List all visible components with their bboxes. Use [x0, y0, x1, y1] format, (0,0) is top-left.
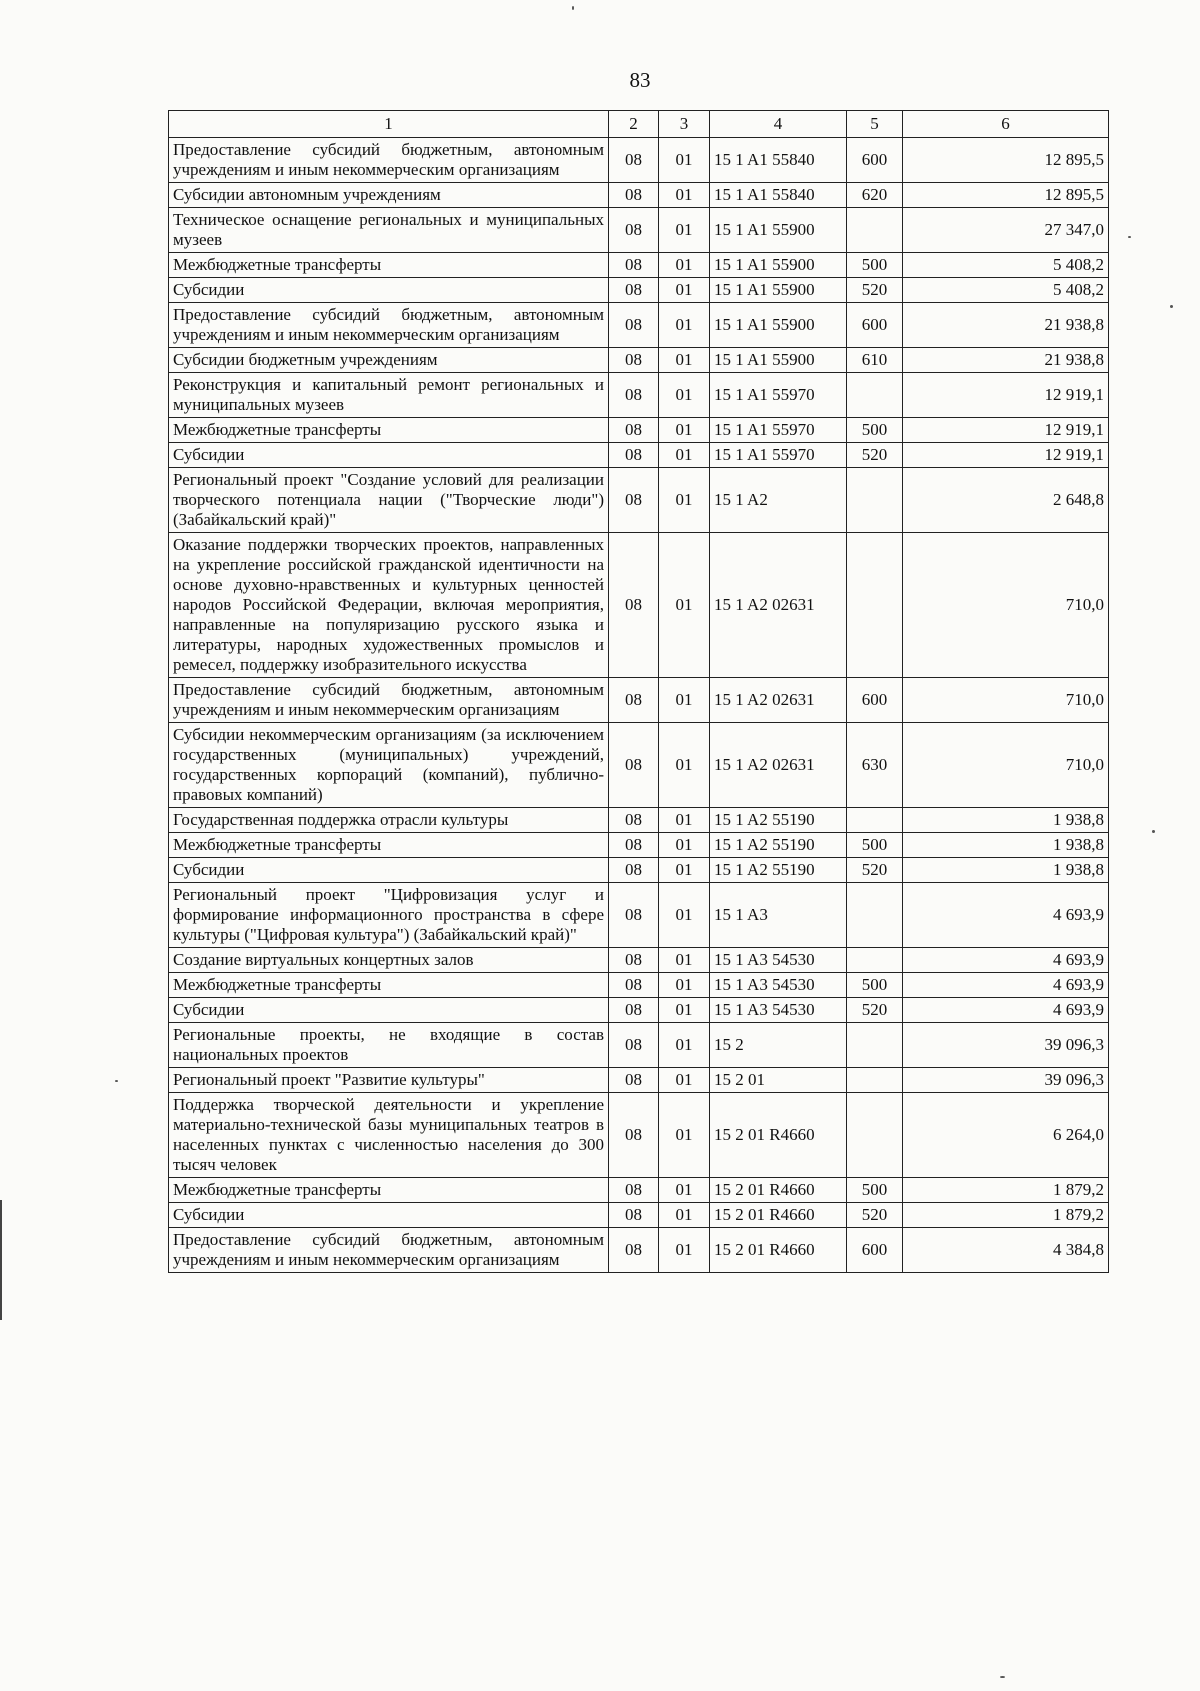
expense-type-cell: 600: [847, 678, 903, 723]
target-article-cell: 15 1 A3 54530: [710, 948, 847, 973]
amount-cell: 12 895,5: [903, 183, 1109, 208]
section-cell: 08: [609, 138, 659, 183]
table-row: [169, 278, 1109, 303]
row-name-cell: Предоставление субсидий бюджетным, автономным учреждениям и иным некоммерческим организациям: [169, 678, 609, 723]
amount-cell: 5 408,2: [903, 253, 1109, 278]
section-cell: 08: [609, 973, 659, 998]
target-article-cell: 15 1 A1 55900: [710, 278, 847, 303]
amount-cell: 1 938,8: [903, 833, 1109, 858]
amount-cell: 710,0: [903, 533, 1109, 678]
row-name-cell: Межбюджетные трансферты: [169, 418, 609, 443]
col-header-1: 1: [169, 111, 609, 138]
subsection-cell: 01: [659, 208, 710, 253]
table-row: [169, 373, 1109, 418]
expense-type-cell: 620: [847, 183, 903, 208]
subsection-cell: 01: [659, 253, 710, 278]
row-name-cell: Субсидии: [169, 443, 609, 468]
subsection-cell: 01: [659, 1093, 710, 1178]
row-name-cell: Субсидии: [169, 858, 609, 883]
section-cell: 08: [609, 468, 659, 533]
subsection-cell: 01: [659, 533, 710, 678]
row-name-cell: Субсидии некоммерческим организациям (за исключением государственных (муниципальных) учреждений, государственных корпораций (компаний), публично-правовых компаний): [169, 723, 609, 808]
target-article-cell: 15 1 A1 55900: [710, 253, 847, 278]
section-cell: 08: [609, 303, 659, 348]
row-name-cell: Региональный проект "Цифровизация услуг и формирование информационного пространства в сфере культуры ("Цифровая культура") (Забайкальский край)": [169, 883, 609, 948]
expense-type-cell: 520: [847, 998, 903, 1023]
scan-speck: [1128, 236, 1131, 238]
page-number: 83: [629, 68, 651, 92]
subsection-cell: 01: [659, 1203, 710, 1228]
row-name-cell: Субсидии: [169, 278, 609, 303]
expense-type-cell: [847, 948, 903, 973]
amount-cell: 21 938,8: [903, 303, 1109, 348]
amount-cell: 4 693,9: [903, 948, 1109, 973]
section-cell: 08: [609, 1203, 659, 1228]
table-row: [169, 443, 1109, 468]
row-name-cell: Региональный проект "Развитие культуры": [169, 1068, 609, 1093]
subsection-cell: 01: [659, 278, 710, 303]
col-header-6: 6: [903, 111, 1109, 138]
target-article-cell: 15 2: [710, 1023, 847, 1068]
expense-type-cell: [847, 1068, 903, 1093]
table-row: [169, 468, 1109, 533]
section-cell: 08: [609, 253, 659, 278]
section-cell: 08: [609, 1023, 659, 1068]
amount-cell: 21 938,8: [903, 348, 1109, 373]
row-name-cell: Поддержка творческой деятельности и укрепление материально-технической базы муниципальных театров в населенных пунктах с численностью населения до 300 тысяч человек: [169, 1093, 609, 1178]
subsection-cell: 01: [659, 723, 710, 808]
row-name-cell: Предоставление субсидий бюджетным, автономным учреждениям и иным некоммерческим организациям: [169, 303, 609, 348]
target-article-cell: 15 1 A3 54530: [710, 973, 847, 998]
amount-cell: 1 879,2: [903, 1203, 1109, 1228]
row-name-cell: Предоставление субсидий бюджетным, автономным учреждениям и иным некоммерческим организациям: [169, 138, 609, 183]
section-cell: 08: [609, 678, 659, 723]
scan-speck: [572, 6, 574, 10]
expense-type-cell: 500: [847, 973, 903, 998]
row-name-cell: Реконструкция и капитальный ремонт региональных и муниципальных музеев: [169, 373, 609, 418]
subsection-cell: 01: [659, 183, 710, 208]
expense-type-cell: [847, 208, 903, 253]
subsection-cell: 01: [659, 948, 710, 973]
table-row: [169, 808, 1109, 833]
table-row: [169, 858, 1109, 883]
target-article-cell: 15 1 A1 55840: [710, 138, 847, 183]
amount-cell: 6 264,0: [903, 1093, 1109, 1178]
target-article-cell: 15 1 A1 55840: [710, 183, 847, 208]
expense-type-cell: 630: [847, 723, 903, 808]
target-article-cell: 15 1 A2 55190: [710, 858, 847, 883]
row-name-cell: Субсидии автономным учреждениям: [169, 183, 609, 208]
expense-type-cell: 520: [847, 278, 903, 303]
subsection-cell: 01: [659, 1023, 710, 1068]
expense-type-cell: 600: [847, 138, 903, 183]
target-article-cell: 15 1 A2 02631: [710, 678, 847, 723]
amount-cell: 4 384,8: [903, 1228, 1109, 1273]
table-header-row: [169, 111, 1109, 138]
amount-cell: 4 693,9: [903, 883, 1109, 948]
target-article-cell: 15 1 A2 02631: [710, 533, 847, 678]
subsection-cell: 01: [659, 348, 710, 373]
row-name-cell: Создание виртуальных концертных залов: [169, 948, 609, 973]
table-row: [169, 208, 1109, 253]
table-row: [169, 1023, 1109, 1068]
expense-type-cell: [847, 1023, 903, 1068]
expense-type-cell: 610: [847, 348, 903, 373]
row-name-cell: Субсидии: [169, 998, 609, 1023]
table-row: [169, 1178, 1109, 1203]
section-cell: 08: [609, 443, 659, 468]
expense-type-cell: 520: [847, 1203, 903, 1228]
section-cell: 08: [609, 533, 659, 678]
expense-type-cell: 600: [847, 1228, 903, 1273]
table-row: [169, 723, 1109, 808]
scan-speck: [1170, 305, 1173, 308]
table-row: [169, 303, 1109, 348]
col-header-3: 3: [659, 111, 710, 138]
budget-table: [168, 110, 1109, 1273]
amount-cell: 4 693,9: [903, 998, 1109, 1023]
section-cell: 08: [609, 948, 659, 973]
expense-type-cell: [847, 808, 903, 833]
table-row: [169, 948, 1109, 973]
row-name-cell: Межбюджетные трансферты: [169, 833, 609, 858]
subsection-cell: 01: [659, 418, 710, 443]
row-name-cell: Межбюджетные трансферты: [169, 973, 609, 998]
target-article-cell: 15 2 01 R4660: [710, 1228, 847, 1273]
table-row: [169, 1068, 1109, 1093]
table-row: [169, 418, 1109, 443]
section-cell: 08: [609, 883, 659, 948]
section-cell: 08: [609, 1093, 659, 1178]
scan-speck: [1152, 830, 1155, 833]
row-name-cell: Межбюджетные трансферты: [169, 1178, 609, 1203]
subsection-cell: 01: [659, 883, 710, 948]
amount-cell: 12 919,1: [903, 418, 1109, 443]
table-body: [169, 138, 1109, 1273]
table-row: [169, 533, 1109, 678]
section-cell: 08: [609, 418, 659, 443]
amount-cell: 1 938,8: [903, 808, 1109, 833]
table-row: [169, 973, 1109, 998]
col-header-2: 2: [609, 111, 659, 138]
target-article-cell: 15 2 01 R4660: [710, 1178, 847, 1203]
row-name-cell: Субсидии: [169, 1203, 609, 1228]
row-name-cell: Региональный проект "Создание условий для реализации творческого потенциала нации ("Творческие люди") (Забайкальский край)": [169, 468, 609, 533]
scan-speck: [1000, 1676, 1005, 1678]
row-name-cell: Предоставление субсидий бюджетным, автономным учреждениям и иным некоммерческим организациям: [169, 1228, 609, 1273]
target-article-cell: 15 1 A2 55190: [710, 808, 847, 833]
col-header-4: 4: [710, 111, 847, 138]
amount-cell: 1 879,2: [903, 1178, 1109, 1203]
expense-type-cell: 520: [847, 443, 903, 468]
amount-cell: 12 919,1: [903, 373, 1109, 418]
target-article-cell: 15 1 A1 55900: [710, 303, 847, 348]
table-row: [169, 183, 1109, 208]
section-cell: 08: [609, 808, 659, 833]
subsection-cell: 01: [659, 1228, 710, 1273]
section-cell: 08: [609, 373, 659, 418]
amount-cell: 12 895,5: [903, 138, 1109, 183]
table-row: [169, 998, 1109, 1023]
subsection-cell: 01: [659, 138, 710, 183]
amount-cell: 2 648,8: [903, 468, 1109, 533]
expense-type-cell: [847, 468, 903, 533]
amount-cell: 5 408,2: [903, 278, 1109, 303]
col-header-5: 5: [847, 111, 903, 138]
subsection-cell: 01: [659, 303, 710, 348]
expense-type-cell: 520: [847, 858, 903, 883]
amount-cell: 710,0: [903, 723, 1109, 808]
subsection-cell: 01: [659, 973, 710, 998]
table-row: [169, 348, 1109, 373]
section-cell: 08: [609, 858, 659, 883]
target-article-cell: 15 1 A1 55970: [710, 443, 847, 468]
amount-cell: 1 938,8: [903, 858, 1109, 883]
target-article-cell: 15 1 A2 02631: [710, 723, 847, 808]
table-row: [169, 883, 1109, 948]
target-article-cell: 15 2 01 R4660: [710, 1093, 847, 1178]
table-row: [169, 678, 1109, 723]
subsection-cell: 01: [659, 1068, 710, 1093]
target-article-cell: 15 2 01 R4660: [710, 1203, 847, 1228]
table-row: [169, 1203, 1109, 1228]
section-cell: 08: [609, 183, 659, 208]
subsection-cell: 01: [659, 678, 710, 723]
section-cell: 08: [609, 833, 659, 858]
target-article-cell: 15 1 A1 55900: [710, 348, 847, 373]
amount-cell: 39 096,3: [903, 1023, 1109, 1068]
subsection-cell: 01: [659, 808, 710, 833]
row-name-cell: Межбюджетные трансферты: [169, 253, 609, 278]
section-cell: 08: [609, 208, 659, 253]
section-cell: 08: [609, 278, 659, 303]
target-article-cell: 15 2 01: [710, 1068, 847, 1093]
scan-speck: [0, 1200, 2, 1320]
expense-type-cell: [847, 883, 903, 948]
target-article-cell: 15 1 A2 55190: [710, 833, 847, 858]
section-cell: 08: [609, 1178, 659, 1203]
amount-cell: 39 096,3: [903, 1068, 1109, 1093]
target-article-cell: 15 1 A1 55970: [710, 373, 847, 418]
expense-type-cell: [847, 373, 903, 418]
expense-type-cell: 600: [847, 303, 903, 348]
section-cell: 08: [609, 998, 659, 1023]
row-name-cell: Субсидии бюджетным учреждениям: [169, 348, 609, 373]
subsection-cell: 01: [659, 858, 710, 883]
table-row: [169, 1093, 1109, 1178]
table-row: [169, 138, 1109, 183]
expense-type-cell: 500: [847, 253, 903, 278]
subsection-cell: 01: [659, 468, 710, 533]
section-cell: 08: [609, 1228, 659, 1273]
row-name-cell: Техническое оснащение региональных и муниципальных музеев: [169, 208, 609, 253]
target-article-cell: 15 1 A2: [710, 468, 847, 533]
scan-speck: [115, 1080, 118, 1082]
subsection-cell: 01: [659, 1178, 710, 1203]
target-article-cell: 15 1 A1 55900: [710, 208, 847, 253]
subsection-cell: 01: [659, 998, 710, 1023]
table-row: [169, 253, 1109, 278]
expense-type-cell: [847, 1093, 903, 1178]
row-name-cell: Государственная поддержка отрасли культуры: [169, 808, 609, 833]
subsection-cell: 01: [659, 833, 710, 858]
expense-type-cell: 500: [847, 833, 903, 858]
target-article-cell: 15 1 A3: [710, 883, 847, 948]
subsection-cell: 01: [659, 373, 710, 418]
amount-cell: 710,0: [903, 678, 1109, 723]
amount-cell: 12 919,1: [903, 443, 1109, 468]
table-row: [169, 1228, 1109, 1273]
table-row: [169, 833, 1109, 858]
amount-cell: 27 347,0: [903, 208, 1109, 253]
section-cell: 08: [609, 348, 659, 373]
expense-type-cell: 500: [847, 418, 903, 443]
target-article-cell: 15 1 A1 55970: [710, 418, 847, 443]
expense-type-cell: 500: [847, 1178, 903, 1203]
expense-type-cell: [847, 533, 903, 678]
section-cell: 08: [609, 1068, 659, 1093]
target-article-cell: 15 1 A3 54530: [710, 998, 847, 1023]
section-cell: 08: [609, 723, 659, 808]
row-name-cell: Региональные проекты, не входящие в состав национальных проектов: [169, 1023, 609, 1068]
subsection-cell: 01: [659, 443, 710, 468]
row-name-cell: Оказание поддержки творческих проектов, направленных на укрепление российской гражданской идентичности на основе духовно-нравственных и культурных ценностей народов Российской Федерации, включая мероприятия, направленные на популяризацию русского языка и литературы, народных художественных промыслов и ремесел, поддержку изобразительного искусства: [169, 533, 609, 678]
amount-cell: 4 693,9: [903, 973, 1109, 998]
